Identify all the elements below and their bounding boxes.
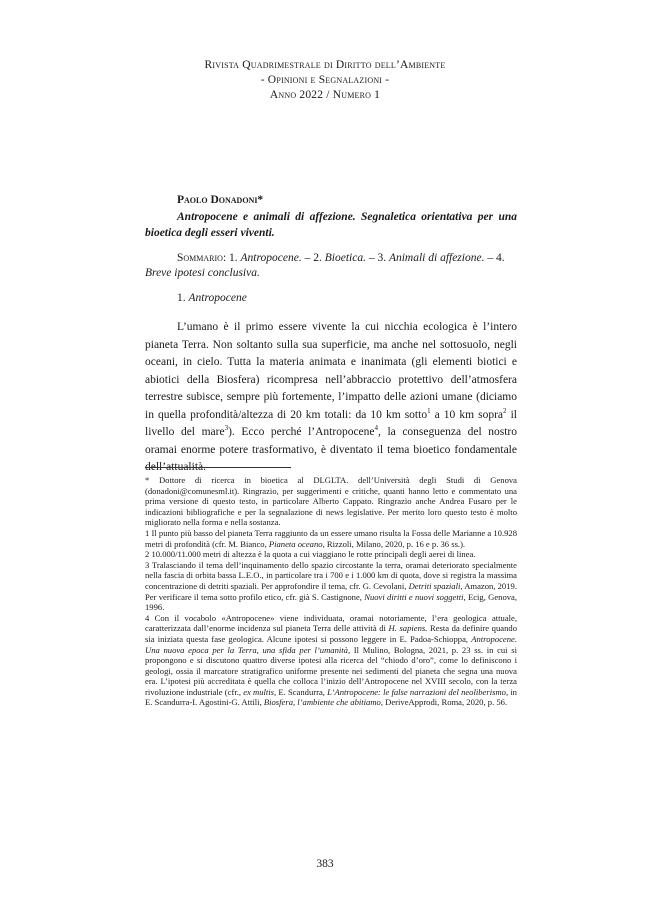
footnote-citation: H. sapiens. xyxy=(388,623,428,634)
summary-label: Sommario: xyxy=(177,252,227,264)
footnote-ref[interactable]: 1 xyxy=(427,406,431,415)
footnote-text: Resta da definire quando sia iniziata questa fase geologica. Alcune ipotesi si possono leggere in E. Padoa-Schioppa, xyxy=(145,623,517,644)
footnote-text: 4 Con il vocabolo «Antropocene» viene individuata, oramai notoriamente, l’era geologica attuale, caratterizzata dall’enorme incidenza sul pianeta Terra delle attività di xyxy=(145,612,517,634)
body-text: , la conseguenza del nostro oramai enorme potere trasformativo, è diventato il tema bioetico fondamentale dell’attualità. xyxy=(145,426,517,473)
section-heading xyxy=(177,292,247,304)
footnote-citation: Detriti spaziali, xyxy=(408,580,463,591)
article-summary xyxy=(145,251,517,281)
footnote-text: E. Scandurra, xyxy=(278,686,325,697)
footnote-1 xyxy=(145,528,517,549)
body-paragraph xyxy=(145,319,517,477)
footnote-text: DeriveApprodi, Roma, 2020, p. 56. xyxy=(385,697,508,708)
footnote-text: Rizzoli, Milano, 2020, p. 16 e p. 36 ss.). xyxy=(326,538,466,549)
footnote-citation: Antropocene. Una nuova epoca per la Terra, una sfida per l’umanità, xyxy=(145,633,517,655)
summary-number: – 3. xyxy=(368,252,387,264)
article-title: Antropocene e animali di affezione. Segnaletica orientativa per una bioetica degli esseri viventi. xyxy=(145,211,517,239)
journal-header xyxy=(0,58,650,103)
footnote-3 xyxy=(145,560,517,613)
footnote-text: Il Mulino, Bologna, 2021, p. 23 ss. in cui si propongono e si discutono quattro diverse ipotesi alla ricerca del “chiodo d’oro”, come lo definiscono i geologi, ossia il marcatore stratigrafico uniforme presente nei sedimenti del pianeta che segna una nuova era. L’ipotesi più accreditata è quella che colloca l’inizio dell’Antropocene nel XVIII secolo, con la terza rivoluzione industriale (cfr., xyxy=(145,644,517,697)
footnote-citation: Biosfera, l’ambiente che abitiamo, xyxy=(263,697,383,708)
footnote-text: 1 Il punto più basso del pianeta Terra raggiunto da un essere umano risulta la Fossa delle Marianne a 10.928 metri di profondità (cfr. M. Bianco, xyxy=(145,527,517,549)
summary-item: Antropocene. xyxy=(240,252,302,264)
summary-number: – 2. xyxy=(304,252,322,264)
footnote-ref[interactable]: 3 xyxy=(224,424,229,433)
summary-item: Bioetica. xyxy=(324,252,366,264)
summary-item: Animali di affezione. xyxy=(388,252,485,264)
footnote-text: 3 Tralasciando il tema dell’inquinamento dello spazio circostante la terra, oramai deteriorato specialmente nella fascia di orbita bassa L.E.O., in particolare tra i 700 e i 1.000 km di quota, dove si registra la massima concentrazione di detriti spaziali. Per approfondire il tema, cfr. G. Cevolani, xyxy=(145,559,517,591)
footnote-citation: Nuovi diritti e nuovi soggetti, xyxy=(364,591,466,602)
footnote-citation: L’Antropocene: le false narrazioni del neoliberismo, xyxy=(327,686,509,697)
footnotes xyxy=(145,475,517,708)
footnote-text: Ecig, Genova, 1996. xyxy=(145,591,518,613)
footnote-citation: ex multis, xyxy=(243,686,277,697)
journal-section: - Opinioni e Segnalazioni - xyxy=(260,74,390,86)
footnote-4 xyxy=(145,613,517,708)
journal-issue: Anno 2022 / Numero 1 xyxy=(269,89,381,101)
article-author: Paolo Donadoni* xyxy=(177,194,264,206)
page-number: 383 xyxy=(316,858,334,870)
journal-title: Rivista Quadrimestrale di Diritto dell’Ambiente xyxy=(204,59,446,71)
body-text: ). Ecco perché l’Antropocene xyxy=(228,426,375,438)
footnote-ref[interactable]: 2 xyxy=(503,406,507,415)
footnote-separator xyxy=(145,467,291,468)
body-text: a 10 km sopra xyxy=(430,408,504,421)
footnote-2: 2 10.000/11.000 metri di altezza è la quota a cui viaggiano le rotte principali degli aerei di linea. xyxy=(145,549,476,560)
summary-number: – 4. xyxy=(487,252,505,264)
body-text: il livello del mare xyxy=(145,408,517,438)
body-text: L’umano è il primo essere vivente la cui nicchia ecologica è l’intero pianeta Terra. Non soltanto sulla sua superficie, ma anche nel sottosuolo, negli oceani, in cielo. Tutta la materia animata e inanimata (gli elementi biotici e abiotici della Biosfera) ricompresa nell’abbraccio protettivo dell’atmosfera terrestre subisce, sempre più fortemente, l’impatto delle azioni umane (diciamo in quella profondità/altezza di 20 km totali: da 10 km sotto xyxy=(145,321,517,421)
summary-item: Breve ipotesi conclusiva. xyxy=(145,267,260,279)
section-number: 1. xyxy=(177,292,186,304)
footnote-citation: Pianeta oceano, xyxy=(268,538,325,549)
footnote-text: Amazon, 2019. Per verificare il tema sotto profilo etico, cfr. già S. Castignone, xyxy=(145,580,517,602)
section-title: Antropocene xyxy=(188,292,247,304)
summary-number: 1. xyxy=(229,252,238,264)
footnote-text: in E. Scandurra-I. Agostini-G. Attili, xyxy=(145,686,517,708)
footnote-ref[interactable]: 4 xyxy=(374,424,379,433)
footnote-star: * Dottore di ricerca in bioetica al DLGLTA. dell’Università degli Studi di Genova (donadoni@comunesml.it). Ringrazio, per suggerimenti e critiche, quanti hanno letto e commentato una prima versione di questo testo, in particolare Alberto Cappato. Ringrazio anche Andrea Fusaro per le indicazioni bibliografiche e per la segnalazione di news legislative. Per merito loro questo testo è molto migliorato nella forma e nella sostanza. xyxy=(145,475,517,528)
